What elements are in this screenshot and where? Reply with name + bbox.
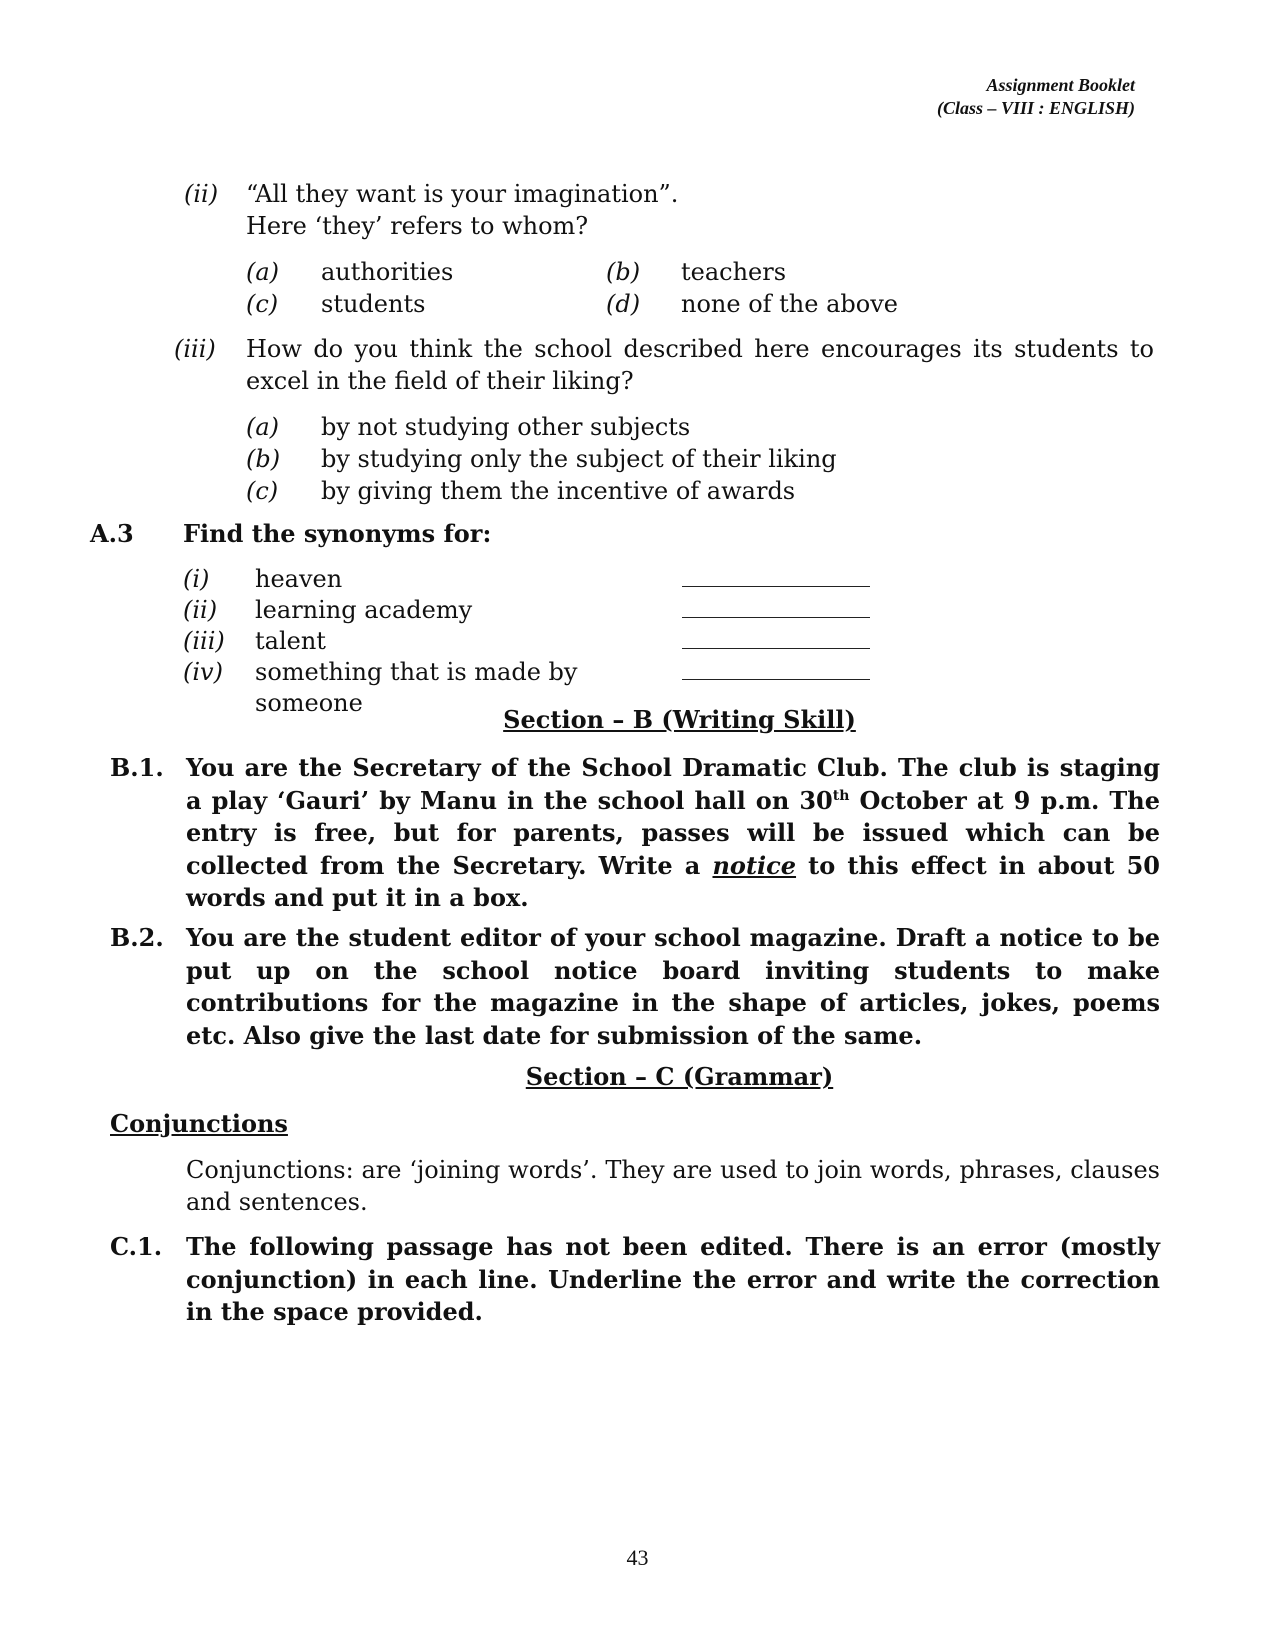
- conjunctions-definition: Conjunctions: are ‘joining words’. They are used to join words, phrases, clauses and sentences.: [186, 1156, 1160, 1216]
- synonym-item: [183, 564, 870, 595]
- option-label: (a): [246, 413, 280, 441]
- synonym-number: (ii): [183, 596, 218, 624]
- b1-text-part3: to this effect in about 50 words and put it in a box.: [186, 850, 1160, 912]
- synonym-item: [183, 626, 870, 657]
- synonym-word: learning academy: [255, 596, 473, 624]
- option-label: (c): [246, 477, 279, 505]
- option-label: (d): [606, 290, 641, 318]
- section-b-title: Section – B (Writing Skill): [503, 705, 856, 734]
- question-number: B.2.: [110, 923, 164, 952]
- b1-text-part2: October at 9 p.m. The entry is free, but for parents, passes will be issued which can be collected from the Secretary. Write a: [186, 785, 1160, 880]
- question-b1: [110, 752, 1160, 915]
- section-c-title: Section – C (Grammar): [525, 1062, 834, 1091]
- question-number: (iii): [174, 335, 216, 363]
- question-number: C.1.: [110, 1232, 163, 1261]
- question-ii: [174, 178, 1154, 320]
- synonym-number: (i): [183, 565, 210, 593]
- question-c1: [110, 1231, 1160, 1329]
- question-text: [186, 752, 1160, 915]
- synonym-number: (iii): [183, 627, 225, 655]
- page-header: [937, 74, 1135, 120]
- synonym-word: talent: [255, 627, 326, 655]
- answer-blank[interactable]: [682, 595, 870, 618]
- b1-superscript: th: [832, 787, 850, 804]
- b1-text-part1: You are the Secretary of the School Dramatic Club. The club is staging a play ‘Gauri’ by Manu in the school hall on 30: [186, 753, 1160, 815]
- header-subtitle: (Class – VIII : ENGLISH): [936, 98, 1135, 118]
- question-number: B.1.: [110, 753, 164, 782]
- options-grid: [246, 256, 1154, 320]
- option-text: none of the above: [681, 290, 898, 318]
- answer-blank[interactable]: [682, 564, 870, 587]
- question-text: The following passage has not been edited. There is an error (mostly conjunction) in each line. Underline the error and write the correction in the space provided.: [186, 1232, 1160, 1326]
- option-label: (a): [246, 258, 280, 286]
- synonym-list: [183, 564, 870, 719]
- conjunctions-heading: Conjunctions: [110, 1109, 288, 1138]
- option-text: authorities: [321, 258, 454, 286]
- notice-word: notice: [712, 850, 797, 880]
- option-text: by not studying other subjects: [321, 413, 691, 441]
- a3-title: Find the synonyms for:: [183, 519, 492, 548]
- option-text: teachers: [681, 258, 787, 286]
- page-number: 43: [626, 1545, 649, 1570]
- options-row: [246, 288, 1154, 320]
- synonym-number: (iv): [183, 658, 223, 686]
- option-text: by giving them the incentive of awards: [321, 477, 796, 505]
- question-text-line2: Here ‘they’ refers to whom?: [246, 212, 589, 240]
- a3-number: A.3: [90, 519, 134, 548]
- option-text: by studying only the subject of their liking: [321, 445, 837, 473]
- options-list: [246, 411, 1154, 507]
- option-item: [246, 475, 1154, 507]
- option-label: (c): [246, 290, 279, 318]
- answer-blank[interactable]: [682, 626, 870, 649]
- question-b2: [110, 922, 1160, 1052]
- options-row: [246, 256, 1154, 288]
- synonym-item: [183, 595, 870, 626]
- synonym-word: heaven: [255, 565, 343, 593]
- header-title: Assignment Booklet: [986, 75, 1135, 95]
- question-text-line1: “All they want is your imagination”.: [246, 180, 679, 208]
- option-item: [246, 411, 1154, 443]
- option-item: [246, 443, 1154, 475]
- answer-blank[interactable]: [682, 657, 870, 680]
- question-text: How do you think the school described here encourages its students to excel in the field of their liking?: [246, 335, 1154, 395]
- question-number: (ii): [184, 180, 219, 208]
- option-label: (b): [246, 445, 281, 473]
- question-text: You are the student editor of your school magazine. Draft a notice to be put up on the school notice board inviting students to make contributions for the magazine in the shape of articles, jokes, poems etc. Also give the last date for submission of the same.: [186, 923, 1160, 1050]
- option-text: students: [321, 290, 426, 318]
- question-iii: [174, 333, 1154, 507]
- synonym-word: something that is made by someone: [255, 658, 578, 717]
- option-label: (b): [606, 258, 641, 286]
